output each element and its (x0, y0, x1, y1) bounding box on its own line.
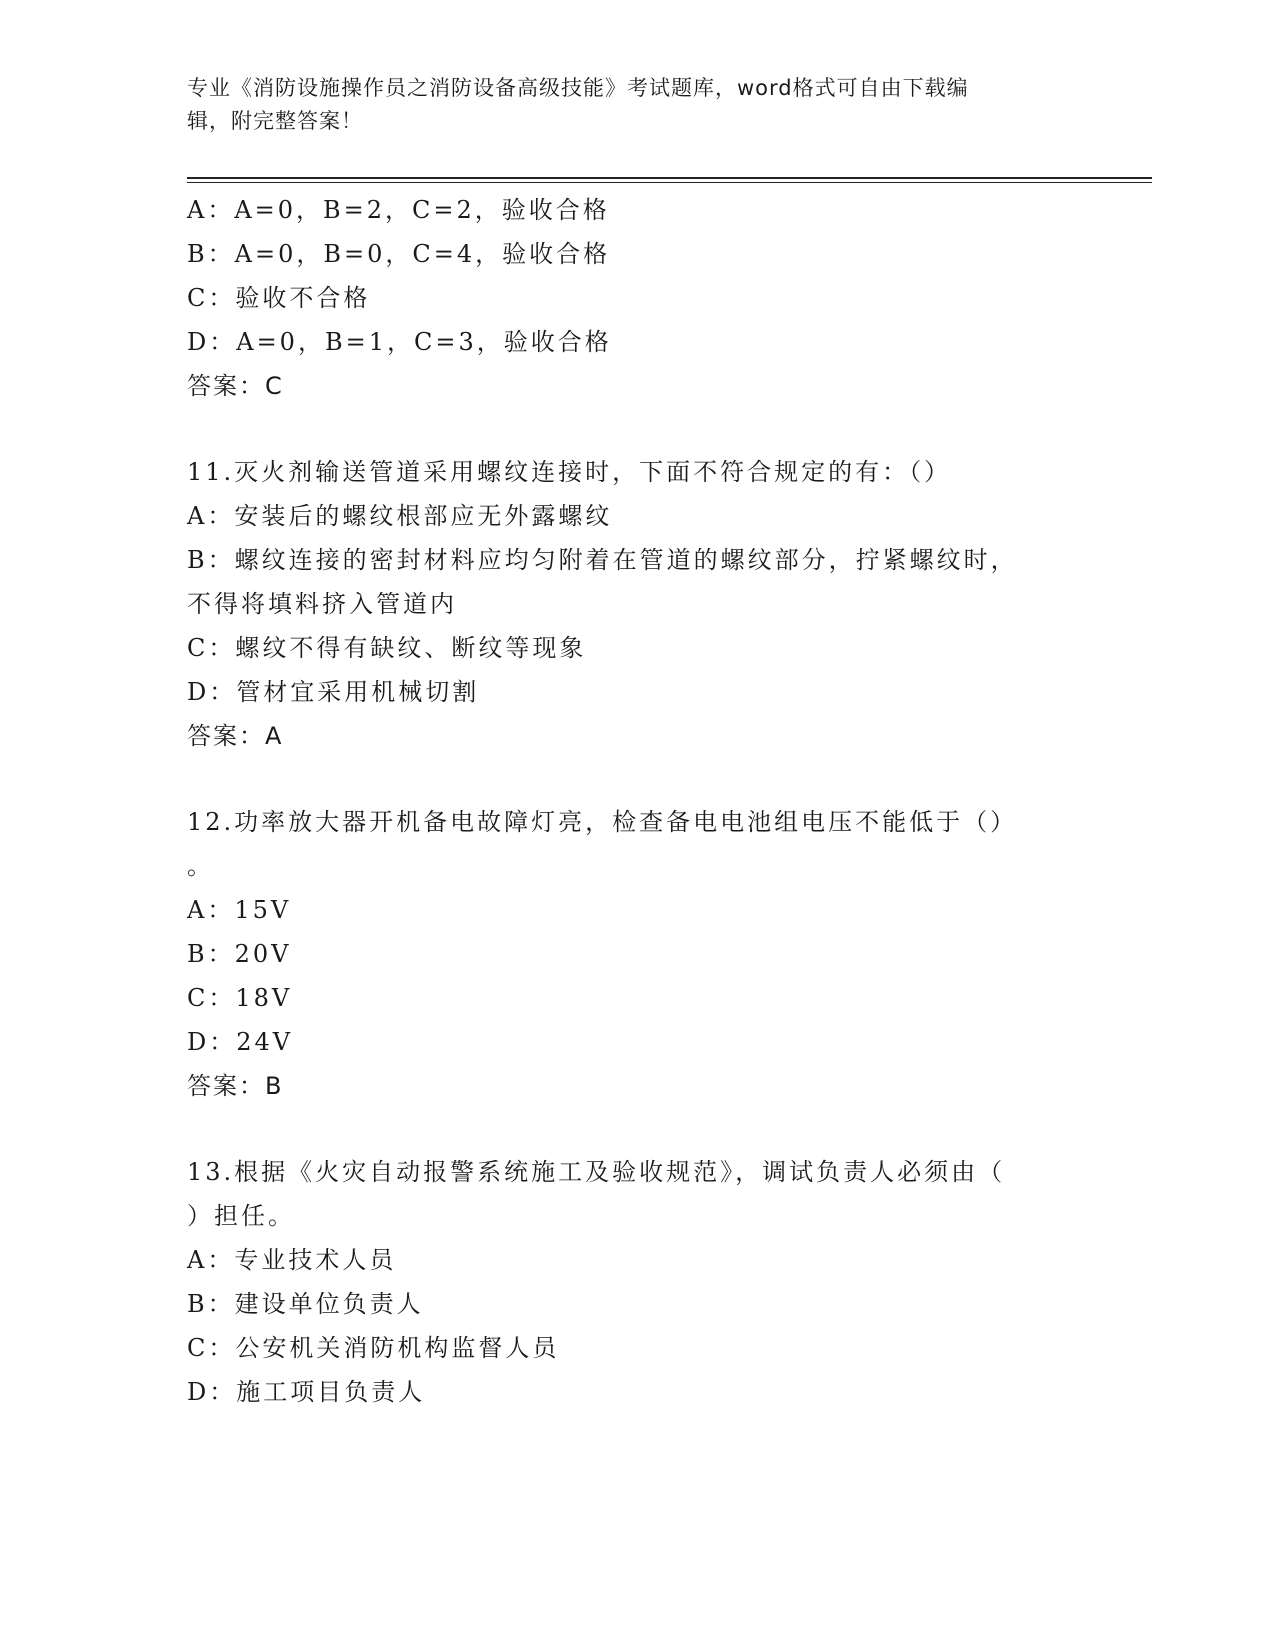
q11-option-b-continued: 不得将填料挤入管道内 (187, 590, 457, 618)
q13-stem: 13.根据《火灾自动报警系统施工及验收规范》，调试负责人必须由（ (187, 1158, 1006, 1186)
q13-stem-continued: ）担任。 (187, 1202, 295, 1230)
q12-answer: 答案：B (187, 1072, 284, 1100)
q11-option-a: A：安装后的螺纹根部应无外露螺纹 (187, 502, 613, 530)
q11-option-d: D：管材宜采用机械切割 (187, 678, 480, 706)
q10-option-d: D：A=0，B=1，C=3，验收合格 (187, 328, 612, 356)
q12-option-b: B：20V (187, 940, 292, 968)
q12-option-c: C：18V (187, 984, 293, 1012)
q13-option-d: D：施工项目负责人 (187, 1378, 426, 1406)
header-divider-bottom (187, 182, 1152, 183)
q12-stem-continued: 。 (187, 852, 214, 880)
q12-option-a: A：15V (187, 896, 292, 924)
q11-option-c: C：螺纹不得有缺纹、断纹等现象 (187, 634, 587, 662)
q11-stem: 11.灭火剂输送管道采用螺纹连接时，下面不符合规定的有：（） (187, 458, 952, 486)
q11-answer: 答案：A (187, 722, 284, 750)
q10-answer: 答案：C (187, 372, 284, 400)
header-line-1: 专业《消防设施操作员之消防设备高级技能》考试题库，word格式可自由下载编 (187, 76, 969, 100)
q10-option-c: C：验收不合格 (187, 284, 371, 312)
header-line-2: 辑，附完整答案！ (187, 109, 363, 133)
q10-option-b: B：A=0，B=0，C=4，验收合格 (187, 240, 611, 268)
header-divider-top (187, 177, 1152, 179)
q13-option-a: A：专业技术人员 (187, 1246, 397, 1274)
q12-option-d: D：24V (187, 1028, 294, 1056)
document-header (187, 72, 1067, 138)
q11-option-b: B：螺纹连接的密封材料应均匀附着在管道的螺纹部分，拧紧螺纹时， (187, 546, 1018, 574)
q10-option-a: A：A=0，B=2，C=2，验收合格 (187, 196, 610, 224)
q13-option-b: B：建设单位负责人 (187, 1290, 424, 1318)
q13-option-c: C：公安机关消防机构监督人员 (187, 1334, 560, 1362)
q12-stem: 12.功率放大器开机备电故障灯亮，检查备电电池组电压不能低于（） (187, 808, 1018, 836)
